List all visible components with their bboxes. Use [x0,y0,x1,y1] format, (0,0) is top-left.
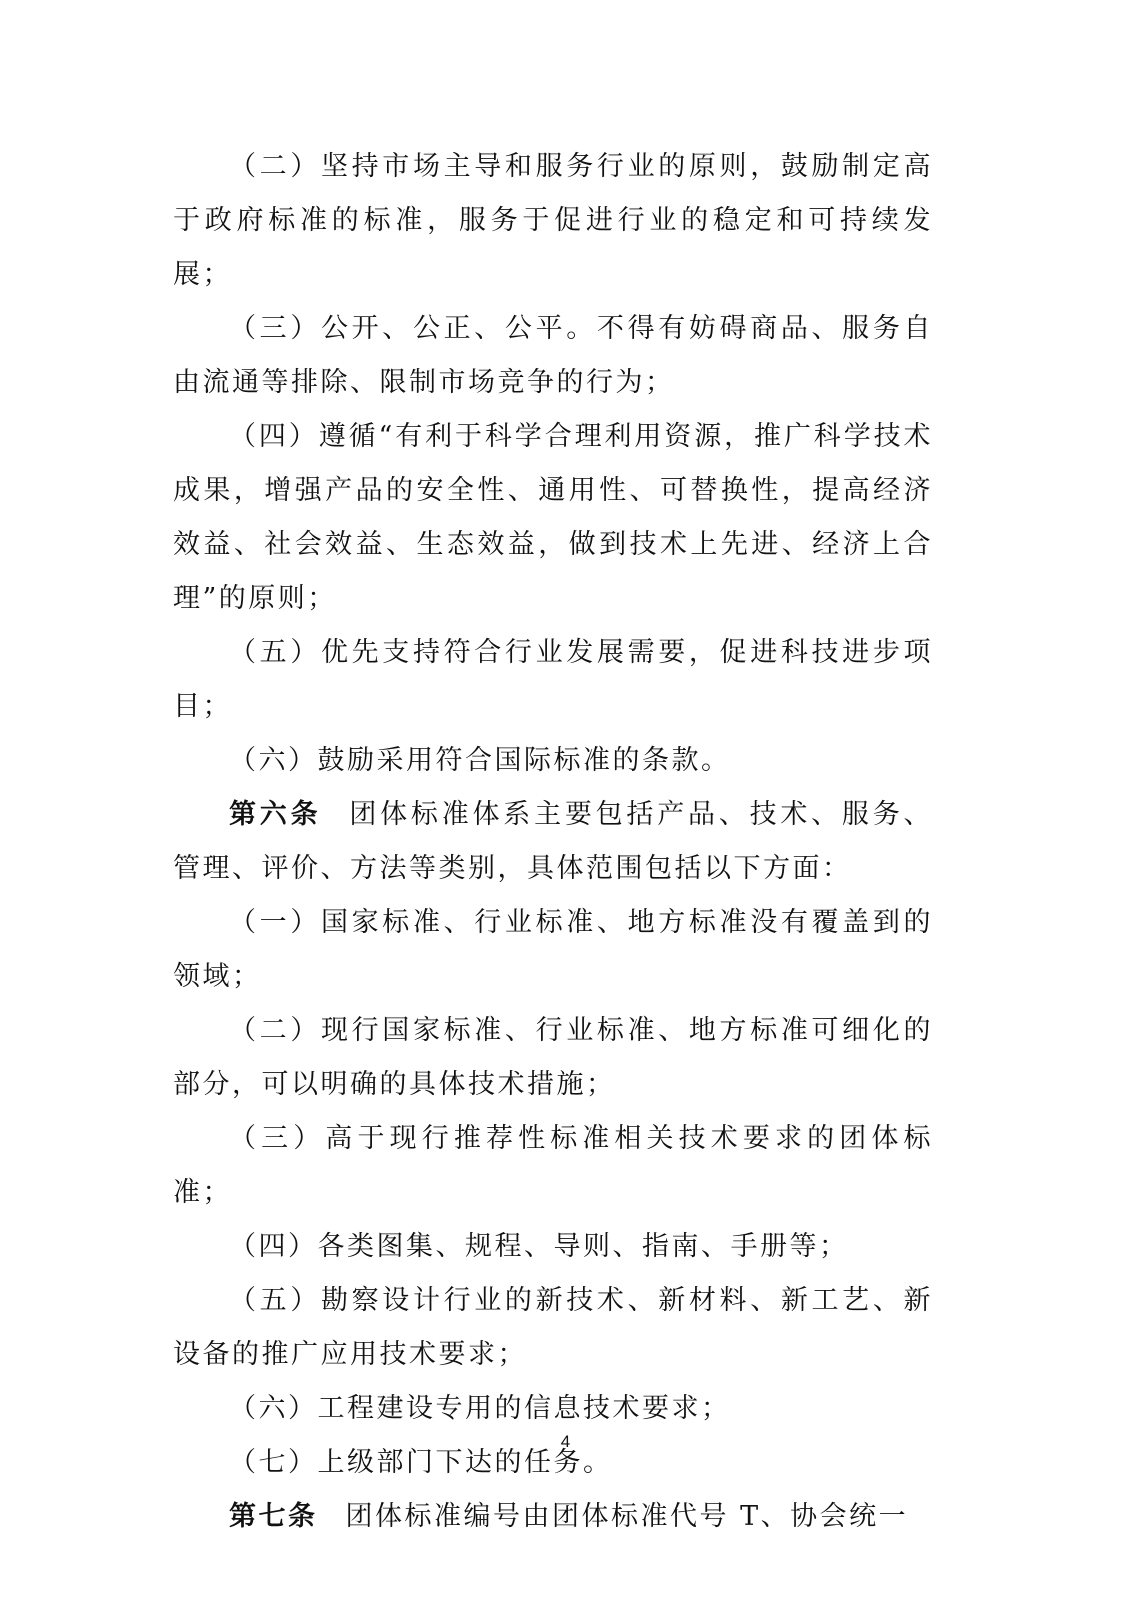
paragraph-text: （一）国家标准、行业标准、地方标准没有覆盖到的领域； [173,907,933,992]
paragraph-6-principle [173,734,933,788]
article-6 [173,788,933,896]
document-body [173,140,933,1544]
paragraph-text: （五）勘察设计行业的新技术、新材料、新工艺、新设备的推广应用技术要求； [173,1285,933,1370]
paragraph-text: 团体标准体系主要包括产品、技术、服务、管理、评价、方法等类别，具体范围包括以下方面： [173,799,934,884]
scope-item-3 [173,1112,933,1220]
page-number: 4 [560,1432,571,1451]
paragraph-text: （六）鼓励采用符合国际标准的条款。 [229,745,731,776]
paragraph-text: 团体标准编号由团体标准代号 T、协会统一 [345,1501,909,1532]
article-7 [173,1490,933,1544]
article-heading: 第六条 [229,799,322,830]
article-heading: 第七条 [229,1501,318,1532]
paragraph-2-principle [173,140,933,302]
paragraph-text: （三）公开、公正、公平。不得有妨碍商品、服务自由流通等排除、限制市场竞争的行为； [173,313,933,398]
paragraph-text: （六）工程建设专用的信息技术要求； [229,1393,731,1424]
paragraph-text: （二）现行国家标准、行业标准、地方标准可细化的部分，可以明确的具体技术措施； [173,1015,933,1100]
scope-item-2 [173,1004,933,1112]
paragraph-text: （二）坚持市场主导和服务行业的原则，鼓励制定高于政府标准的标准，服务于促进行业的稳定和可持续发展； [173,151,933,290]
paragraph-text: （四）遵循“有利于科学合理利用资源，推广科学技术成果，增强产品的安全性、通用性、可替换性，提高经济效益、社会效益、生态效益，做到技术上先进、经济上合理”的原则； [173,421,933,614]
scope-item-4 [173,1220,933,1274]
paragraph-text: （五）优先支持符合行业发展需要，促进科技进步项目； [173,637,933,722]
paragraph-5-principle [173,626,933,734]
paragraph-4-principle [173,410,933,626]
scope-item-1 [173,896,933,1004]
scope-item-5 [173,1274,933,1382]
paragraph-text: （七）上级部门下达的任务。 [229,1447,613,1478]
paragraph-text: （四）各类图集、规程、导则、指南、手册等； [229,1231,849,1262]
paragraph-3-principle [173,302,933,410]
paragraph-text: （三）高于现行推荐性标准相关技术要求的团体标准； [173,1123,933,1208]
scope-item-6 [173,1382,933,1436]
